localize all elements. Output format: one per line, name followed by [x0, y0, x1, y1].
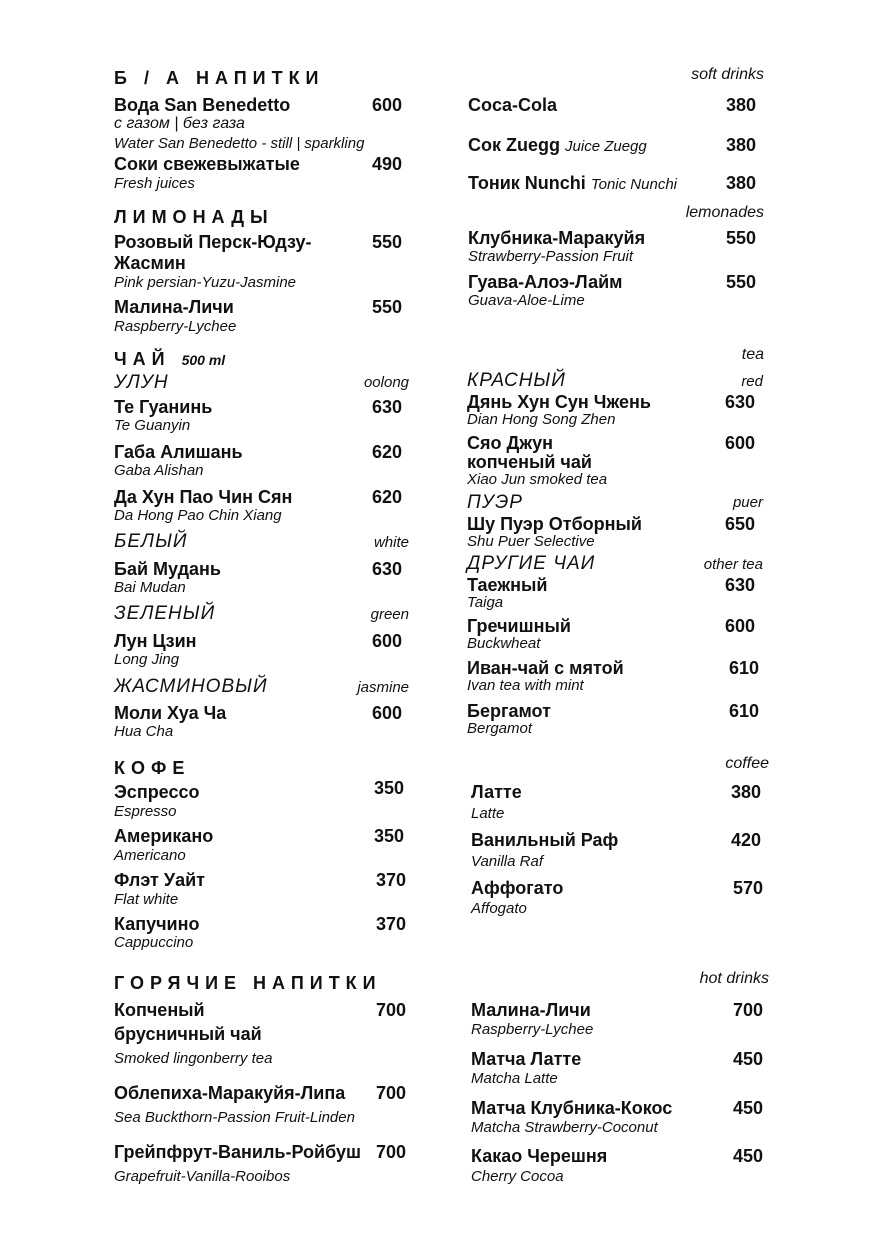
- section-title-soft-drinks: Б / А НАПИТКИ: [114, 68, 325, 88]
- item-translation: Gaba Alishan: [114, 462, 204, 479]
- item-name-line2: брусничный чай: [114, 1024, 262, 1044]
- item-name: Лун Цзин: [114, 631, 197, 651]
- item-name-line2: копченый чай: [467, 452, 592, 472]
- item-price: 550: [726, 228, 757, 248]
- item-name: Эспрессо: [114, 782, 200, 802]
- item-price: 620: [372, 442, 403, 462]
- item-price: 700: [376, 1083, 407, 1103]
- item-name: Да Хун Пао Чин Сян: [114, 487, 293, 507]
- item-name: Бай Мудань: [114, 559, 221, 579]
- item-translation: Water San Benedetto - still | sparkling: [114, 135, 365, 152]
- item-name: Таежный: [467, 575, 548, 595]
- item-price: 620: [372, 487, 403, 507]
- item-price: 600: [372, 703, 403, 723]
- subsection-en-jasmine: jasmine: [357, 679, 409, 696]
- item-translation: Ivan tea with mint: [467, 677, 584, 694]
- item-price: 610: [729, 701, 760, 721]
- item-translation: Da Hong Pao Chin Xiang: [114, 507, 282, 524]
- subsection-puer: ПУЭР: [467, 492, 523, 513]
- item-name: Грейпфрут-Ваниль-Ройбуш: [114, 1142, 361, 1162]
- item-translation: Raspberry-Lychee: [471, 1021, 594, 1038]
- item-price: 350: [374, 826, 405, 846]
- item-price: 550: [372, 297, 403, 317]
- item-name-with-translation: [468, 135, 647, 156]
- item-translation: Fresh juices: [114, 175, 195, 192]
- item-translation: Shu Puer Selective: [467, 533, 595, 550]
- item-price: 630: [372, 397, 403, 417]
- item-translation: Cherry Cocoa: [471, 1168, 564, 1185]
- item-price: 630: [725, 392, 756, 412]
- item-name: Копченый: [114, 1000, 205, 1020]
- item-name: Латте: [471, 782, 522, 802]
- item-name-with-translation: [468, 173, 677, 194]
- item-price: 650: [725, 514, 756, 534]
- item-name: Гречишный: [467, 616, 571, 636]
- item-price: 600: [725, 616, 756, 636]
- item-translation: Cappuccino: [114, 934, 194, 951]
- section-note: 500 ml: [181, 352, 226, 368]
- item-translation: Te Guanyin: [114, 417, 191, 434]
- item-name: Какао Черешня: [471, 1146, 608, 1166]
- item-name: Матча Клубника-Кокос: [471, 1098, 673, 1118]
- item-translation: Flat white: [114, 891, 179, 908]
- item-price: 380: [726, 95, 757, 115]
- item-translation: Xiao Jun smoked tea: [467, 471, 608, 488]
- item-name: Аффогато: [471, 878, 564, 898]
- item-price: 380: [726, 173, 757, 193]
- item-price: 600: [372, 631, 403, 651]
- item-translation: Americano: [114, 847, 186, 864]
- item-price: 550: [372, 232, 403, 252]
- item-translation: Hua Cha: [114, 723, 174, 740]
- item-price: 420: [731, 830, 762, 850]
- item-name: Сок Zuegg: [468, 135, 560, 155]
- subsection-en-green: green: [370, 606, 409, 623]
- item-name: Coca-Cola: [468, 95, 558, 115]
- item-price: 370: [376, 870, 407, 890]
- item-name: Иван-чай с мятой: [467, 658, 624, 678]
- item-price: 600: [372, 95, 403, 115]
- item-translation: Tonic Nunchi: [590, 176, 677, 193]
- item-name: Гуава-Алоэ-Лайм: [468, 272, 623, 292]
- item-name: Розовый Перск-Юдзу-: [114, 232, 312, 252]
- item-translation: Dian Hong Song Zhen: [467, 411, 616, 428]
- item-translation: Bai Mudan: [114, 579, 186, 596]
- item-translation: Matcha Latte: [471, 1070, 558, 1087]
- item-name: Капучино: [114, 914, 200, 934]
- item-name-line2: Жасмин: [114, 253, 186, 273]
- item-price: 630: [372, 559, 403, 579]
- item-name: Моли Хуа Ча: [114, 703, 227, 723]
- item-name: Дянь Хун Сун Чжень: [467, 392, 651, 412]
- item-price: 630: [725, 575, 756, 595]
- subsection-en-red: red: [741, 373, 763, 390]
- item-translation: Vanilla Raf: [471, 853, 543, 870]
- subsection-en-oolong: oolong: [363, 374, 409, 391]
- subsection-en-white: white: [373, 534, 409, 551]
- item-name: Американо: [114, 826, 214, 846]
- section-title-en-soft-drinks: soft drinks: [691, 66, 764, 83]
- item-name: Шу Пуэр Отборный: [467, 514, 642, 534]
- item-name: Тоник Nunchi: [468, 173, 586, 193]
- section-title-en-coffee: coffee: [725, 755, 769, 772]
- item-name: Матча Латте: [471, 1049, 582, 1069]
- section-title-hot-drinks: ГОРЯЧИЕ НАПИТКИ: [114, 973, 382, 993]
- section-title-en-hot-drinks: hot drinks: [699, 970, 769, 987]
- subsection-other-tea: ДРУГИЕ ЧАИ: [467, 553, 596, 574]
- item-price: 700: [733, 1000, 764, 1020]
- item-name: Ванильный Раф: [471, 830, 619, 850]
- item-translation: Taiga: [467, 594, 504, 611]
- subsection-oolong: УЛУН: [114, 372, 169, 393]
- item-name: Бергамот: [467, 701, 551, 721]
- item-price: 490: [372, 154, 403, 174]
- subsection-en-puer: puer: [732, 494, 763, 511]
- item-name: Малина-Личи: [114, 297, 234, 317]
- item-price: 700: [376, 1000, 407, 1020]
- section-title-en-lemonades: lemonades: [685, 204, 764, 221]
- item-translation: Long Jing: [114, 651, 180, 668]
- item-translation: Smoked lingonberry tea: [114, 1050, 273, 1067]
- item-translation: Espresso: [114, 803, 177, 820]
- item-translation: Raspberry-Lychee: [114, 318, 237, 335]
- item-name: Вода San Benedetto: [114, 95, 291, 115]
- item-translation: Latte: [471, 805, 505, 822]
- item-price: 450: [733, 1098, 764, 1118]
- item-translation: Buckwheat: [467, 635, 541, 652]
- item-price: 350: [374, 778, 405, 798]
- item-translation: Affogato: [471, 900, 527, 917]
- item-translation: Sea Buckthorn-Passion Fruit-Linden: [114, 1109, 355, 1126]
- section-title-text: ЧАЙ: [114, 349, 171, 369]
- item-price: 570: [733, 878, 764, 898]
- item-variants: с газом | без газа: [114, 115, 245, 132]
- item-translation: Guava-Aloe-Lime: [468, 292, 585, 309]
- item-price: 700: [376, 1142, 407, 1162]
- section-title-lemonades: ЛИМОНАДЫ: [114, 207, 274, 227]
- item-translation: Matcha Strawberry-Coconut: [471, 1119, 658, 1136]
- item-price: 370: [376, 914, 407, 934]
- section-title-coffee: КОФЕ: [114, 758, 191, 778]
- item-translation: Strawberry-Passion Fruit: [468, 248, 634, 265]
- item-name: Клубника-Маракуйя: [468, 228, 646, 248]
- item-name: Облепиха-Маракуйя-Липа: [114, 1083, 346, 1103]
- item-name: Малина-Личи: [471, 1000, 591, 1020]
- item-name: Те Гуанинь: [114, 397, 213, 417]
- item-name: Сяо Джун: [467, 433, 553, 453]
- item-translation: Pink persian-Yuzu-Jasmine: [114, 274, 297, 291]
- item-price: 610: [729, 658, 760, 678]
- subsection-jasmine: ЖАСМИНОВЫЙ: [114, 676, 268, 697]
- subsection-green: ЗЕЛЕНЫЙ: [114, 603, 216, 624]
- item-name: Флэт Уайт: [114, 870, 205, 890]
- subsection-red: КРАСНЫЙ: [467, 370, 566, 391]
- item-translation: Bergamot: [467, 720, 533, 737]
- item-name: Габа Алишань: [114, 442, 243, 462]
- subsection-white: БЕЛЫЙ: [114, 531, 188, 552]
- section-title-tea: [114, 349, 225, 370]
- item-translation: Juice Zuegg: [565, 138, 647, 155]
- item-price: 600: [725, 433, 756, 453]
- item-price: 380: [726, 135, 757, 155]
- item-price: 380: [731, 782, 762, 802]
- item-price: 450: [733, 1049, 764, 1069]
- subsection-en-other-tea: other tea: [703, 556, 763, 573]
- item-name: Соки свежевыжатые: [114, 154, 300, 174]
- item-translation: Grapefruit-Vanilla-Rooibos: [114, 1168, 291, 1185]
- section-title-en-tea: tea: [741, 346, 764, 363]
- item-price: 550: [726, 272, 757, 292]
- item-price: 450: [733, 1146, 764, 1166]
